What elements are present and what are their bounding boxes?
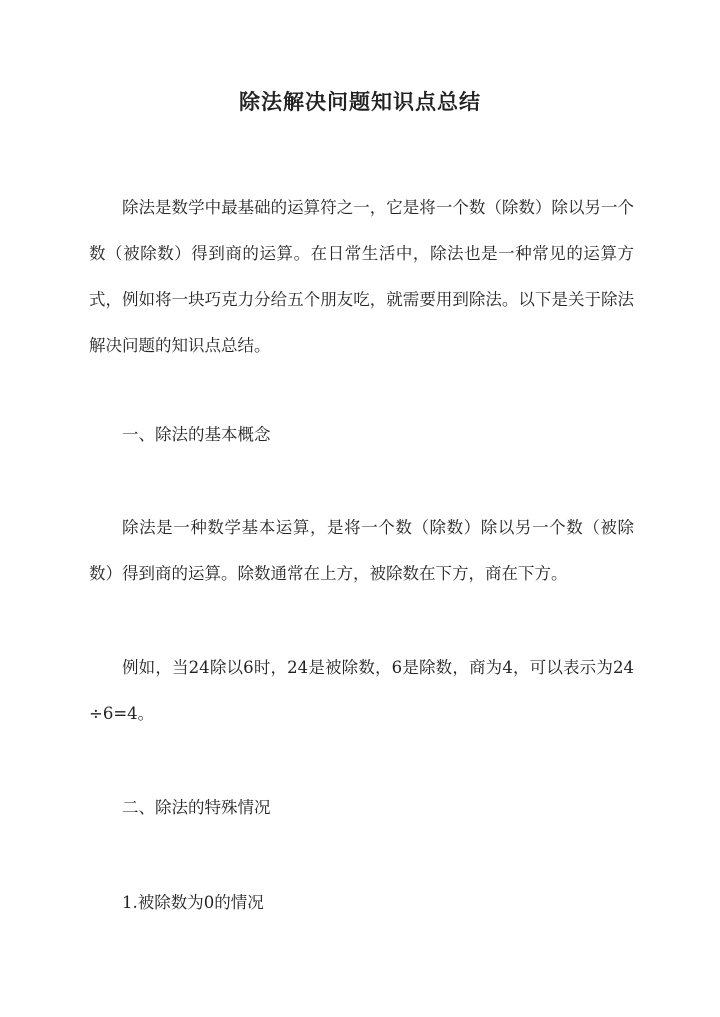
basic-concept-paragraph: 除法是一种数学基本运算，是将一个数（除数）除以另一个数（被除数）得到商的运算。除数通常在上方，被除数在下方，商在下方。 [89, 518, 634, 583]
intro-paragraph: 除法是数学中最基础的运算符之一，它是将一个数（除数）除以另一个数（被除数）得到商的运算。在日常生活中，除法也是一种常见的运算方式，例如将一块巧克力分给五个朋友吃，就需要用到除法。以下是关于除法解决问题的知识点总结。 [89, 198, 634, 355]
example-paragraph: 例如，当24除以6时，24是被除数，6是除数，商为4，可以表示为24÷6=4。 [89, 658, 634, 723]
document-title: 除法解决问题知识点总结 [239, 89, 481, 114]
subsection-dividend-zero: 1.被除数为0的情况 [122, 893, 264, 912]
section-heading-basic-concept: 一、除法的基本概念 [122, 425, 271, 444]
section-heading-special-cases: 二、除法的特殊情况 [122, 798, 271, 817]
